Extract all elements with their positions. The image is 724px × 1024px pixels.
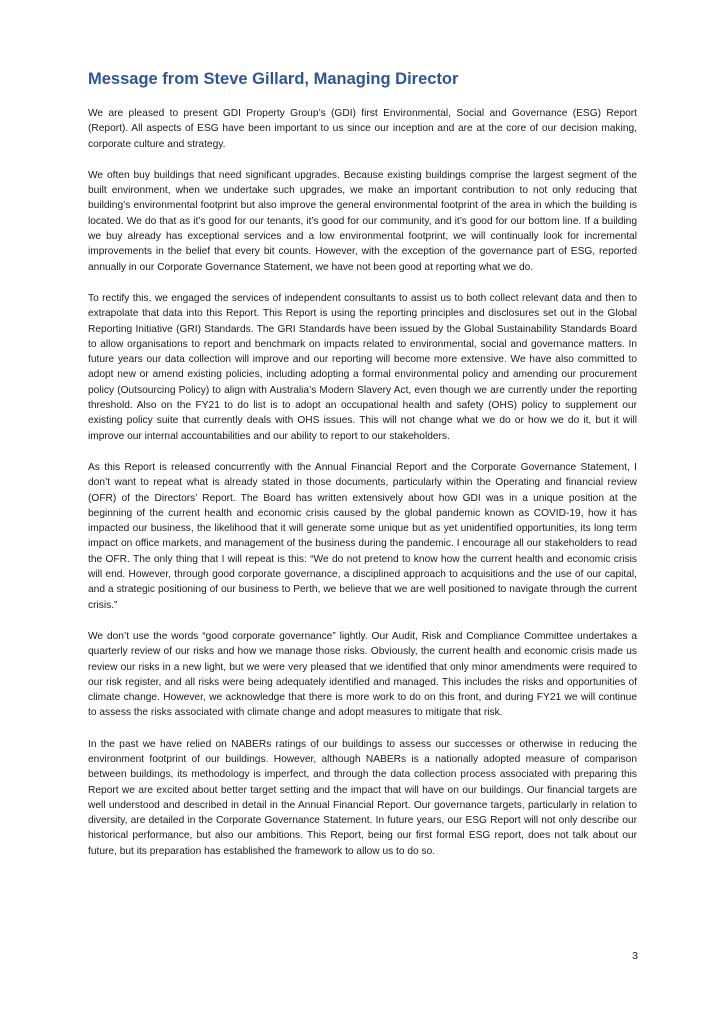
paragraph-reporting: To rectify this, we engaged the services of independent consultants to assist us to both collect relevant data and then to extrapolate that data into this Report. This Report is using the reporting principles and disclosures set out in the Global Reporting Initiative (GRI) Standards. The GRI Standards have been issued by the Global Sustainability Standards Board to allow organisations to report and benchmark on impacts related to environmental, social and governance matters. In future years our data collection will improve and our reporting will become more extensive. We have also committed to adopt new or amend existing policies, including adopting a formal environmental policy and amending our procurement policy (Outsourcing Policy) to align with Australia’s Modern Slavery Act, even though we are currently under the reporting threshold. Also on the FY21 to do list is to adopt an occupational health and safety (OHS) policy to supplement our existing policy suite that currently deals with OHS issues. This will not change what we do or how we do it, but it will improve our internal accountabilities and our ability to report to our stakeholders. [88, 292, 637, 442]
paragraph-governance: We don’t use the words “good corporate governance” lightly. Our Audit, Risk and Compliance Committee undertakes a quarterly review of our risks and how we manage those risks. Obviously, the current health and economic crisis made us review our risks in a new light, but we were very pleased that we identified that only minor amendments were required to our risk register, and all risks were being adequately identified and managed. This includes the risks and opportunities of climate change. However, we acknowledge that there is more work to do on this front, and during FY21 we will continue to assess the risks associated with climate change and adopt measures to mitigate that risk. [88, 630, 637, 719]
paragraph-nabers: In the past we have relied on NABERs ratings of our buildings to assess our successes or otherwise in reducing the environment footprint of our buildings. However, although NABERs is a nationally adopted measure of comparison between buildings, its methodology is imperfect, and through the data collection process associated with preparing this Report we are excited about better target setting and the impact that will have on our buildings. Our financial targets are well understood and described in detail in the Annual Financial Report. Our governance targets, particularly in relation to diversity, are detailed in the Corporate Governance Statement. In future years, our ESG Report will not only describe our historical performance, but also our ambitions. This Report, being our first formal ESG report, does not talk about our future, but its preparation has established the framework to allow us to do so. [88, 738, 637, 857]
message-body [88, 106, 637, 875]
paragraph-covid: As this Report is released concurrently with the Annual Financial Report and the Corporate Governance Statement, I don’t want to repeat what is already stated in those documents, particularly within the Operating and financial review (OFR) of the Directors’ Report. The Board has written extensively about how GDI was in a unique position at the beginning of the current health and economic crisis caused by the global pandemic known as COVID-19, how it has impacted our business, the likelihood that it will generate some unique but as yet unidentified opportunities, its long term impact on office markets, and management of the business during the pandemic. I encourage all our stakeholders to read the OFR. The only thing that I will repeat is this: “We do not pretend to know how the current health and economic crisis will end. However, through good corporate governance, a disciplined approach to acquisitions and the use of our capital, and a strategic positioning of our business to Perth, we believe that we are well positioned to navigate through the current crisis.” [88, 461, 637, 611]
paragraph-intro: We are pleased to present GDI Property Group’s (GDI) first Environmental, Social and Governance (ESG) Report (Report). All aspects of ESG have been important to us since our inception and are at the core of our decision making, corporate culture and strategy. [88, 108, 637, 150]
page-number: 3 [632, 950, 638, 962]
page-title: Message from Steve Gillard, Managing Director [88, 70, 459, 88]
paragraph-building-upgrades: We often buy buildings that need significant upgrades. Because existing buildings comprise the largest segment of the built environment, when we undertake such upgrades, we make an important contribution to not only reducing that building’s environmental footprint but also improve the general environmental footprint of the area in which the building is located. We do that as it’s good for our tenants, it’s good for our community, and it’s good for our bottom line. If a building we buy already has exceptional services and a low environmental footprint, we will continually look for incremental improvements in the belief that every bit counts. However, with the exception of the governance part of ESG, reported annually in our Corporate Governance Statement, we have not been good at reporting what we do. [88, 169, 637, 273]
